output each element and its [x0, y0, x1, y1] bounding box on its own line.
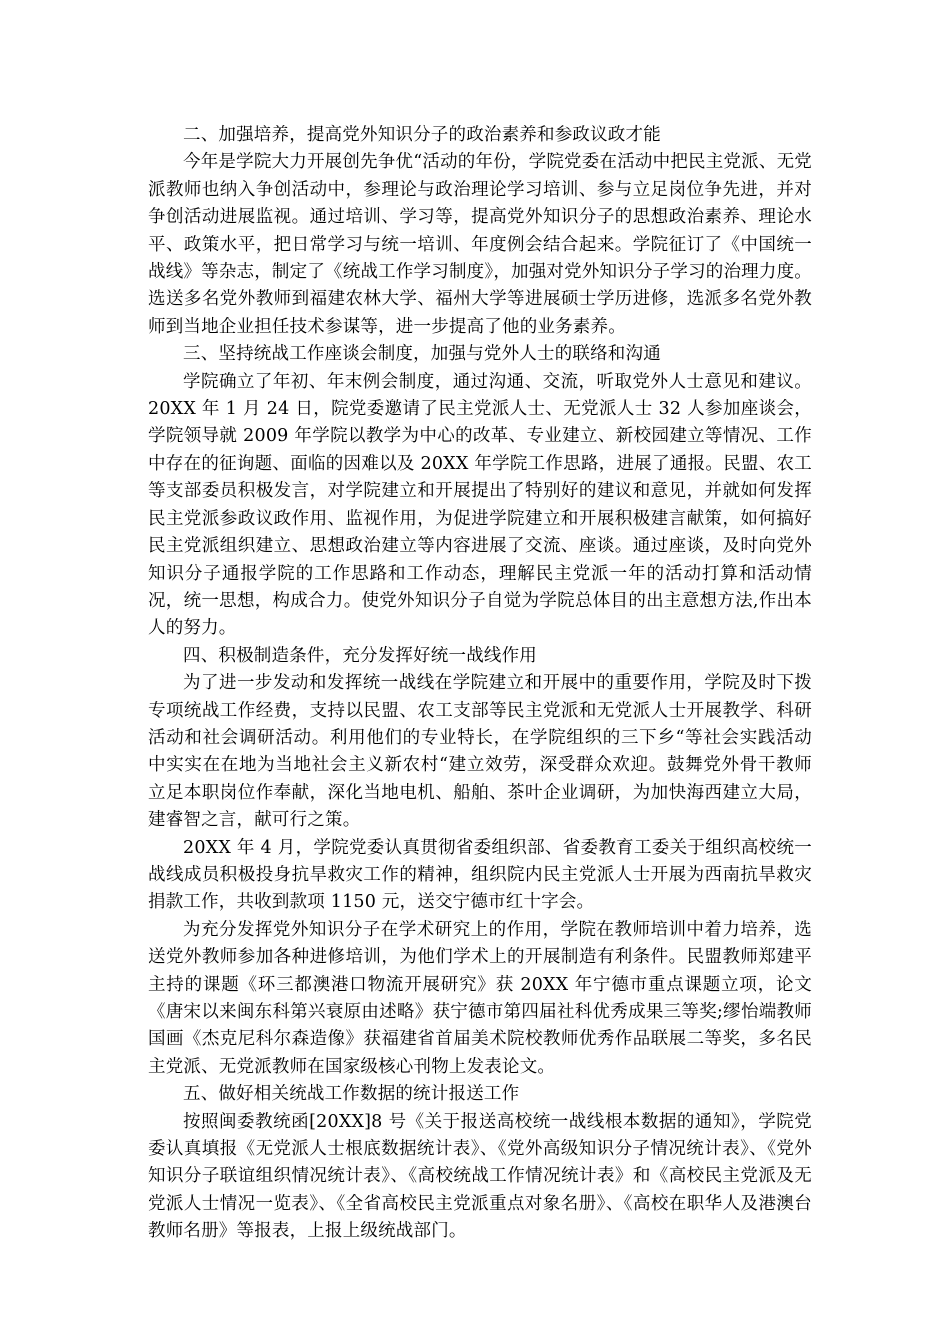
section-heading-3: 三、坚持统战工作座谈会制度，加强与党外人士的联络和沟通: [183, 344, 661, 365]
section-heading-2: 二、加强培养，提高党外知识分子的政治素养和参政议政才能: [183, 125, 661, 145]
section-paragraph-4b: 20XX 年 4 月，学院党委认真贯彻省委组织部、省委教育工委关于组织高校统一战线成员积极投身抗旱救灾工作的精神，组织院内民主党派人士开展为西南抗旱救灾捐款工作，共收到款项 1150 元，送交宁德市红十字会。: [148, 837, 812, 913]
section-heading-5: 五、做好相关统战工作数据的统计报送工作: [183, 1084, 520, 1105]
section-paragraph-5: 按照闽委教统函[20XX]8 号《关于报送高校统一战线根本数据的通知》，学院党委认真填报《无党派人士根底数据统计表》、《党外高级知识分子情况统计表》、《党外知识分子联谊组织情况统计表》、《高校统战工作情况统计表》和《高校民主党派及无党派人士情况一览表》、《全省高校民主党派重点对象名册》、《高校在职华人及港澳台教师名册》等报表，上报上级统战部门。: [148, 1111, 812, 1242]
section-paragraph-4a: 为了进一步发动和发挥统一战线在学院建立和开展中的重要作用，学院及时下拨专项统战工作经费，支持以民盟、农工支部等民主党派和无党派人士开展教学、科研活动和社会调研活动。利用他们的专业特长，在学院组织的三下乡“等社会实践活动中实实在在地为当地社会主义新农村“建立效劳，深受群众欢迎。鼓舞党外骨干教师立足本职岗位作奉献，深化当地电机、船舶、茶叶企业调研，为加快海西建立大局，建睿智之言，献可行之策。: [148, 673, 812, 831]
section-paragraph-4c: 为充分发挥党外知识分子在学术研究上的作用，学院在教师培训中着力培养，选送党外教师参加各种进修培训，为他们学术上的开展制造有利条件。民盟教师郑建平主持的课题《环三都澳港口物流开展研究》获 20XX 年宁德市重点课题立项，论文《唐宋以来闽东科第兴衰原由述略》获宁德市第四届社科优秀成果三等奖;缪怡端教师国画《杰克尼科尔森造像》获福建省首届美术院校教师优秀作品联展二等奖，多名民主党派、无党派教师在国家级核心刊物上发表论文。: [148, 919, 812, 1077]
document-body: [148, 122, 812, 1246]
section-paragraph-2: 今年是学院大力开展创先争优“活动的年份，学院党委在活动中把民主党派、无党派教师也纳入争创活动中，参理论与政治理论学习培训、参与立足岗位争先进，并对争创活动进展监视。通过培训、学习等，提高党外知识分子的思想政治素养、理论水平、政策水平，把日常学习与统一培训、年度例会结合起来。学院征订了《中国统一战线》等杂志，制定了《统战工作学习制度》，加强对党外知识分子学习的治理力度。选送多名党外教师到福建农林大学、福州大学等进展硕士学历进修，选派多名党外教师到当地企业担任技术参谋等，进一步提高了他的业务素养。: [148, 152, 812, 337]
section-paragraph-3: 学院确立了年初、年末例会制度，通过沟通、交流，听取党外人士意见和建议。 20XX 年 1 月 24 日，院党委邀请了民主党派人士、无党派人士 32 人参加座谈会，学院领导就 2009 年学院以教学为中心的改革、专业建立、新校园建立等情况、工作中存在的征询题、面临的因难以及 20XX 年学院工作思路，进展了通报。民盟、农工等支部委员积极发言，对学院建立和开展提出了特别好的建议和意见，并就如何发挥民主党派参政议政作用、监视作用，为促进学院建立和开展积极建言献策，如何搞好民主党派组织建立、思想政治建立等内容进展了交流、座谈。通过座谈，及时向党外知识分子通报学院的工作思路和工作动态，理解民主党派一年的活动打算和活动情况，统一思想，构成合力。使党外知识分子自觉为学院总体目的出主意想方法,作出本人的努力。: [148, 371, 812, 639]
section-heading-4: 四、积极制造条件，充分发挥好统一战线作用: [183, 645, 537, 666]
